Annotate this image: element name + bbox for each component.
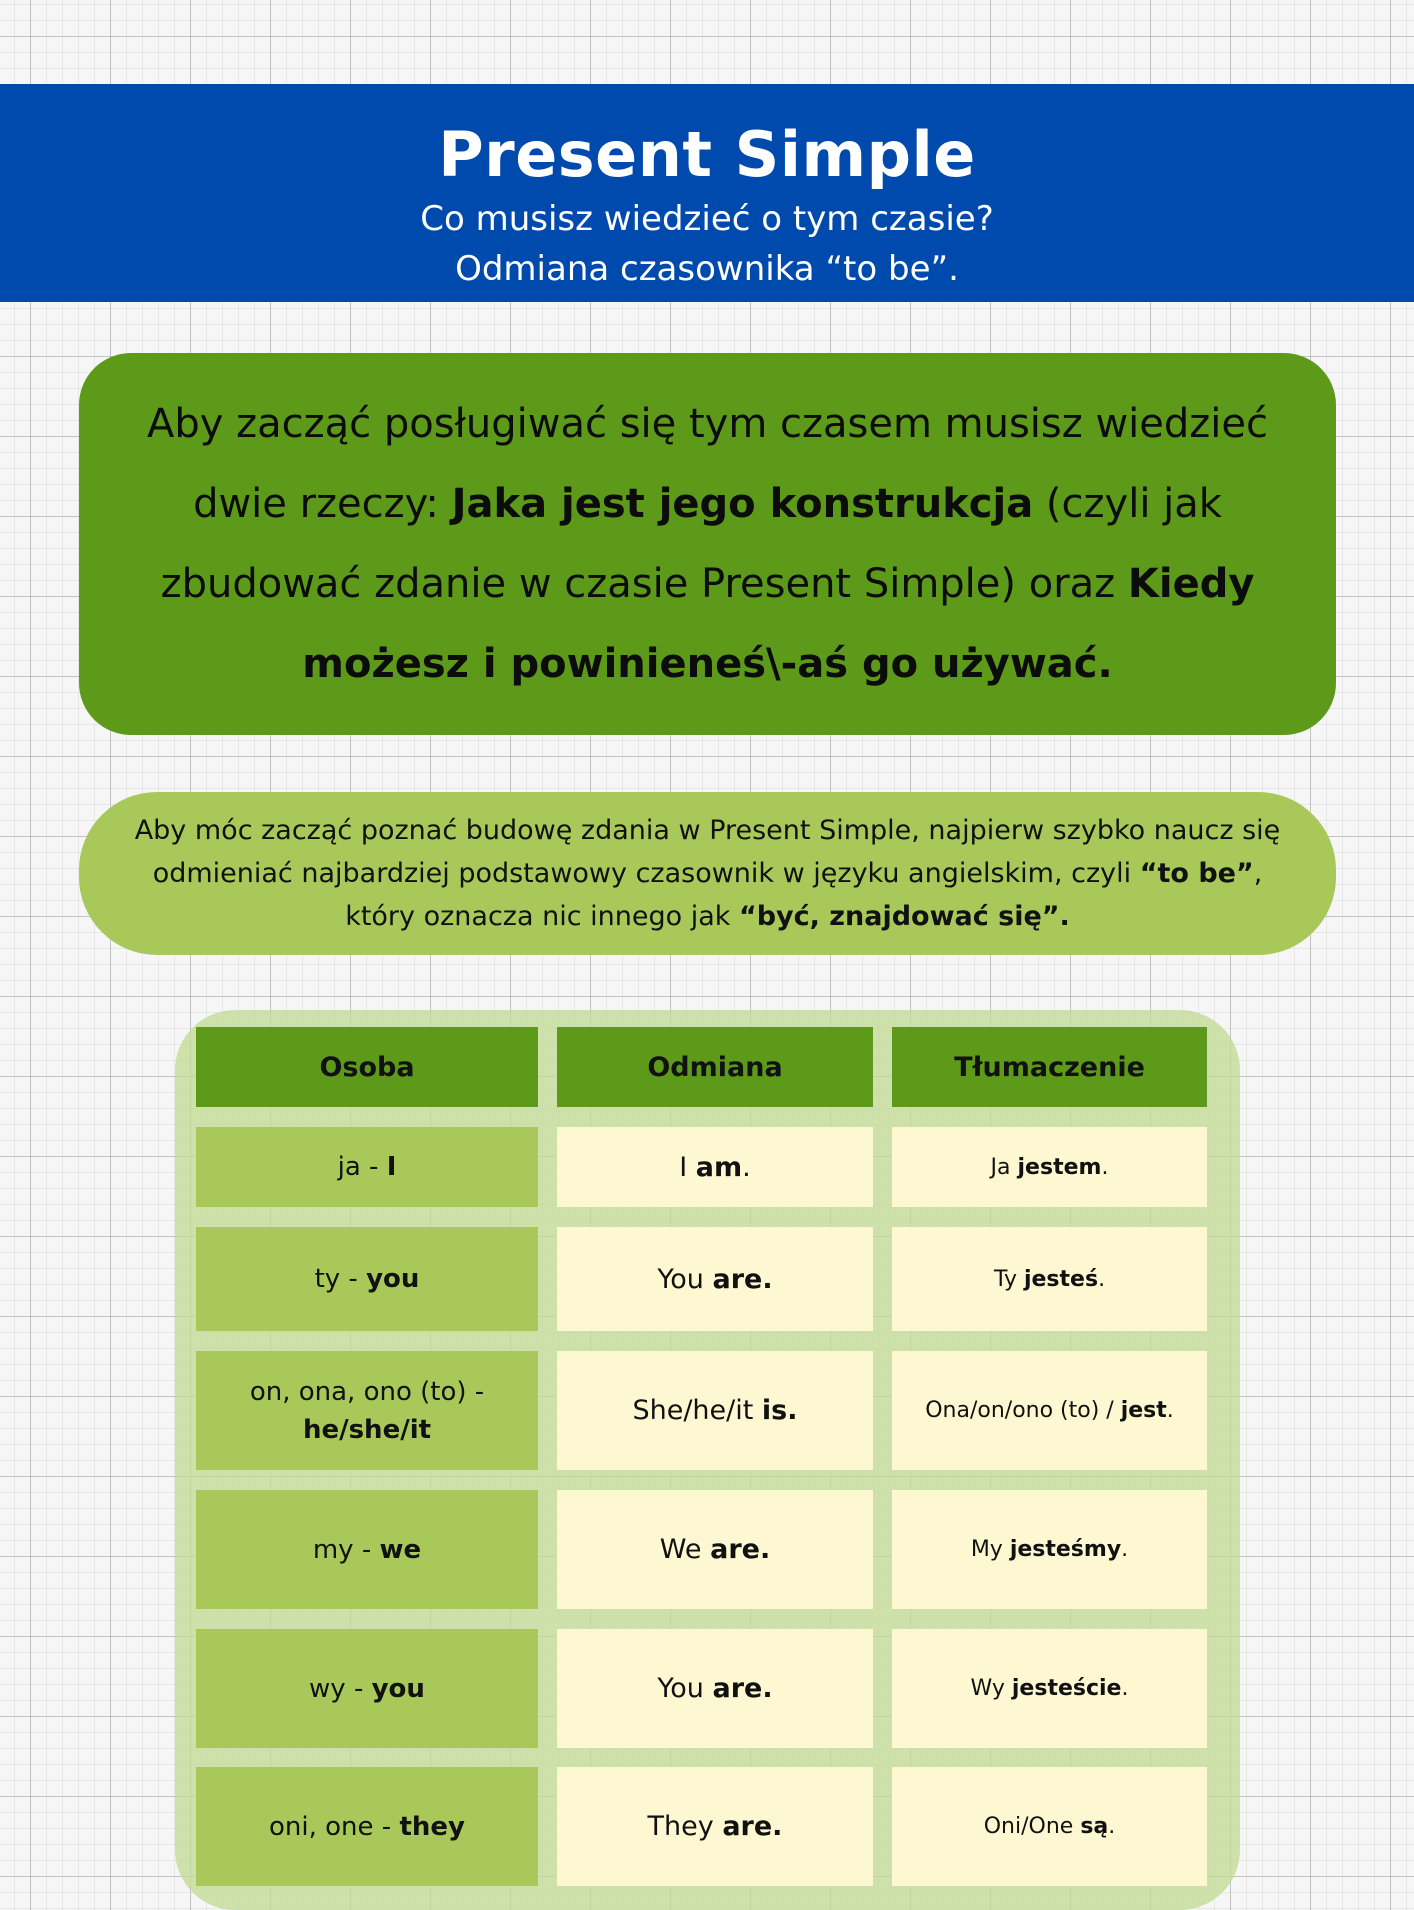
cell-text-bold: are.	[722, 1811, 783, 1842]
table-cell-translation	[892, 1227, 1207, 1331]
table-cell-person	[196, 1629, 538, 1748]
intro-text-part: Aby zacząć posługiwać się tym czasem musisz wiedzieć dwie rzeczy:	[146, 401, 1268, 527]
cell-text: my -	[312, 1534, 380, 1565]
cell-text-bold: is.	[761, 1395, 798, 1426]
table-cell-form	[557, 1767, 873, 1886]
cell-text-bold: you	[366, 1264, 420, 1294]
table-cell-translation	[892, 1767, 1207, 1886]
table-cell-person	[196, 1351, 538, 1470]
intro-box	[79, 353, 1336, 735]
cell-text-bold: jesteś	[1023, 1266, 1099, 1292]
cell-text: Ty	[993, 1266, 1024, 1292]
table-cell-form	[557, 1351, 873, 1470]
intro-text-bold: Kiedy możesz i powinieneś\-aś go używać.	[302, 561, 1255, 687]
cell-text-bold: you	[371, 1673, 425, 1704]
cell-text: ty -	[314, 1264, 367, 1294]
cell-text: .	[1121, 1676, 1129, 1701]
cell-text: Ja	[990, 1154, 1018, 1180]
table-cell-form	[557, 1629, 873, 1748]
table-cell-person	[196, 1227, 538, 1331]
cell-text: .	[1166, 1398, 1174, 1423]
table-cell-translation	[892, 1351, 1207, 1470]
cell-text: Ona/on/ono (to) /	[925, 1398, 1121, 1423]
cell-text-bold: are.	[710, 1534, 771, 1565]
cell-text-bold: am	[695, 1151, 743, 1183]
cell-text-bold: are.	[712, 1673, 773, 1704]
table-header-odmiana: Odmiana	[557, 1027, 873, 1107]
cell-text: You	[657, 1263, 713, 1295]
cell-text-bold: are.	[712, 1263, 773, 1295]
cell-text-bold: jest	[1120, 1398, 1167, 1423]
table-header-tlumaczenie: Tłumaczenie	[892, 1027, 1207, 1107]
cell-text: .	[742, 1151, 751, 1183]
cell-text: .	[1108, 1814, 1116, 1839]
table-cell-person	[196, 1490, 538, 1609]
cell-text-bold: jesteście	[1011, 1676, 1122, 1701]
cell-text: Oni/One	[983, 1814, 1081, 1839]
cell-text-bold: I	[386, 1152, 397, 1182]
cell-text: on, ona, ono (to) -	[249, 1376, 485, 1407]
to-be-text-bold: “być, znajdować się”.	[738, 901, 1070, 932]
to-be-text-part: , który oznacza nic innego jak	[345, 858, 1263, 932]
cell-text: We	[659, 1534, 711, 1565]
table-cell-translation	[892, 1629, 1207, 1748]
cell-text: They	[647, 1811, 723, 1842]
cell-text: .	[1121, 1537, 1129, 1562]
cell-text: She/he/it	[632, 1395, 762, 1426]
cell-text-bold: we	[379, 1534, 422, 1565]
cell-text: Wy	[970, 1676, 1012, 1701]
page-subtitle-line1: Co musisz wiedzieć o tym czasie?	[420, 199, 994, 239]
table-cell-person	[196, 1767, 538, 1886]
to-be-intro-text	[128, 809, 1288, 938]
cell-text-bold: they	[399, 1811, 465, 1842]
cell-text: .	[1101, 1154, 1109, 1180]
to-be-intro-box	[79, 792, 1336, 955]
table-cell-person	[196, 1127, 538, 1207]
intro-text-bold: Jaka jest jego konstrukcja	[451, 481, 1034, 527]
cell-text: oni, one -	[269, 1811, 400, 1842]
page-title: Present Simple	[438, 118, 976, 191]
cell-text: wy -	[309, 1673, 372, 1704]
cell-text-bold: jestem	[1017, 1154, 1102, 1180]
cell-text: My	[970, 1537, 1010, 1562]
table-cell-form	[557, 1227, 873, 1331]
cell-text: You	[657, 1673, 713, 1704]
intro-text	[128, 384, 1288, 704]
to-be-text-bold: “to be”	[1139, 858, 1254, 889]
table-cell-form	[557, 1490, 873, 1609]
cell-text-bold: jesteśmy	[1009, 1537, 1122, 1562]
cell-text: ja -	[337, 1152, 387, 1182]
table-cell-translation	[892, 1127, 1207, 1207]
intro-text-part: (czyli jak zbudować zdanie w czasie Present Simple) oraz	[160, 481, 1222, 607]
table-cell-translation	[892, 1490, 1207, 1609]
cell-text: .	[1098, 1266, 1106, 1292]
page-subtitle-line2: Odmiana czasownika “to be”.	[455, 249, 959, 289]
table-cell-form	[557, 1127, 873, 1207]
cell-text-bold: są	[1080, 1814, 1109, 1839]
cell-text: I	[679, 1151, 696, 1183]
table-header-osoba: Osoba	[196, 1027, 538, 1107]
to-be-text-part: Aby móc zacząć poznać budowę zdania w Present Simple, najpierw szybko naucz się odmieniać najbardziej podstawowy czasownik w języku angielskim, czyli	[134, 815, 1281, 889]
cell-text-bold: he/she/it	[302, 1414, 432, 1445]
header-banner	[0, 84, 1414, 302]
